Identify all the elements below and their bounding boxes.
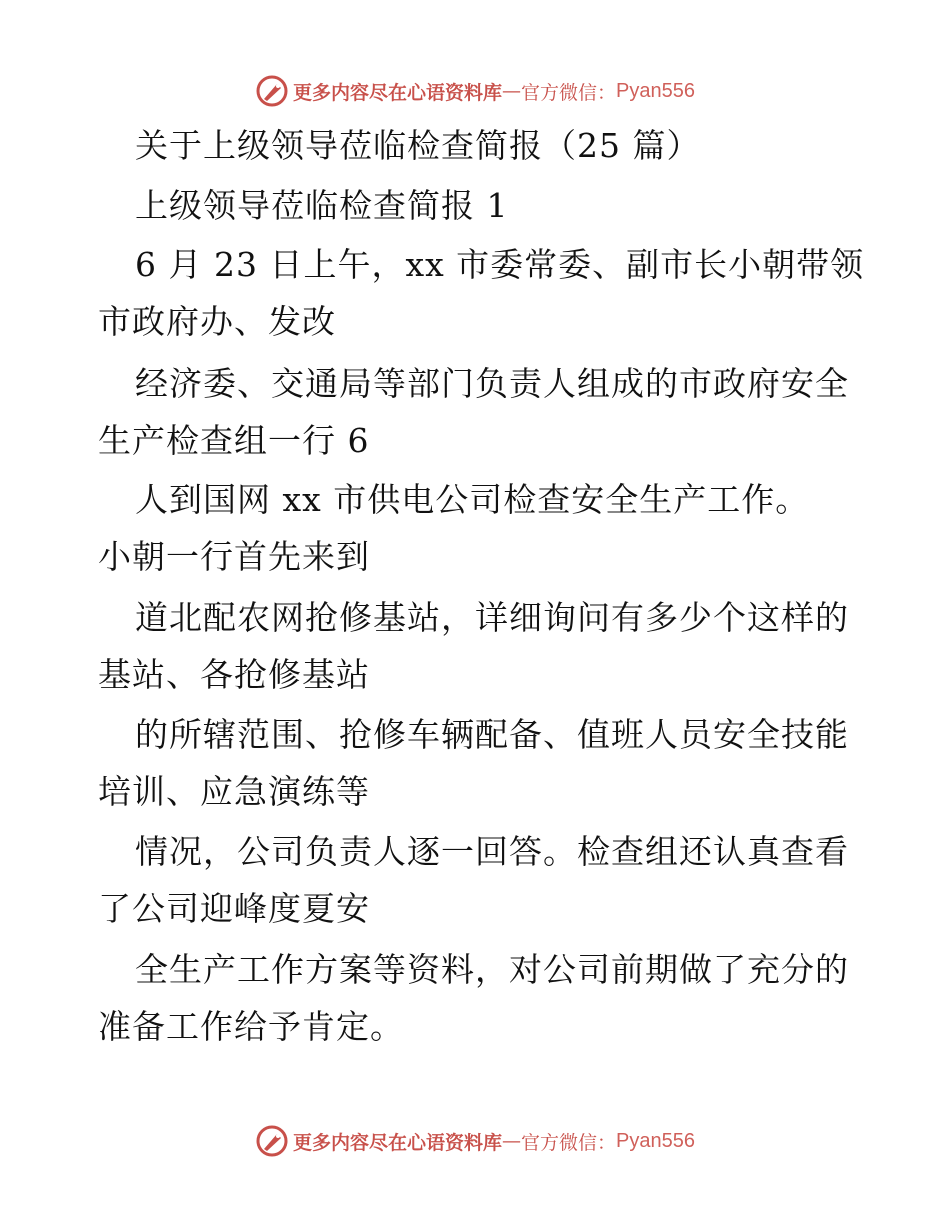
paragraph-line: 全生产工作方案等资料，对公司前期做了充分的 xyxy=(135,950,849,989)
paragraph-line: 的所辖范围、抢修车辆配备、值班人员安全技能 xyxy=(135,715,849,754)
paragraph-line: 了公司迎峰度夏安 xyxy=(98,889,370,928)
paragraph-line: 经济委、交通局等部门负责人组成的市政府安全 xyxy=(135,364,849,403)
watermark-separator: — xyxy=(502,80,522,102)
footer-watermark xyxy=(0,1121,950,1161)
paragraph-line: 培训、应急演练等 xyxy=(98,772,370,811)
pen-nib-logo-icon xyxy=(255,74,289,108)
paragraph-line: 基站、各抢修基站 xyxy=(98,655,370,694)
watermark-label: 官方微信： xyxy=(521,81,617,104)
watermark-brand: 更多内容尽在心语资料库 xyxy=(293,81,503,104)
paragraph-line: 生产检查组一行 6 xyxy=(98,421,370,460)
document-title: 关于上级领导莅临检查简报（25 篇） xyxy=(135,126,701,165)
watermark-wechat-id: Pyan556 xyxy=(616,1129,695,1152)
watermark-label: 官方微信： xyxy=(521,1131,617,1154)
paragraph-line: 准备工作给予肯定。 xyxy=(98,1007,404,1046)
paragraph-line: 人到国网 xx 市供电公司检查安全生产工作。 xyxy=(135,480,810,519)
paragraph-line: 情况，公司负责人逐一回答。检查组还认真查看 xyxy=(135,832,849,871)
watermark-brand: 更多内容尽在心语资料库 xyxy=(293,1131,503,1154)
watermark-wechat-id: Pyan556 xyxy=(616,79,695,102)
pen-nib-logo-icon xyxy=(255,1124,289,1158)
paragraph-line: 道北配农网抢修基站，详细询问有多少个这样的 xyxy=(135,598,849,637)
paragraph-line: 小朝一行首先来到 xyxy=(98,537,370,576)
paragraph-line: 6 月 23 日上午，xx 市委常委、副市长小朝带领 xyxy=(135,245,865,284)
paragraph-line: 市政府办、发改 xyxy=(98,302,336,341)
section-heading: 上级领导莅临检查简报 1 xyxy=(135,186,509,225)
watermark-separator: — xyxy=(502,1130,522,1152)
header-watermark xyxy=(0,71,950,111)
